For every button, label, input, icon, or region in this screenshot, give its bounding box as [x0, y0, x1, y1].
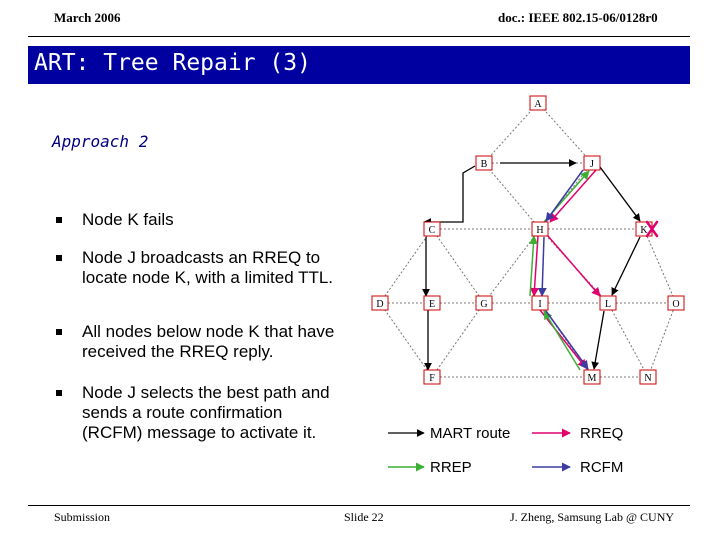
svg-text:I: I — [538, 299, 542, 310]
mart-arrow — [600, 167, 640, 221]
mart-arrow — [594, 311, 604, 369]
footer-submission: Submission — [54, 510, 111, 524]
rreq-arrow — [548, 236, 600, 296]
footer-author: J. Zheng, Samsung Lab @ CUNY — [510, 510, 675, 524]
svg-text:M: M — [587, 373, 597, 384]
neighbor-links — [380, 103, 676, 377]
node-o — [668, 296, 684, 310]
rreq-arrow — [534, 236, 538, 296]
rreq-arrows — [534, 170, 600, 368]
legend-mart-label: MART route — [430, 425, 511, 442]
svg-text:G: G — [480, 299, 488, 310]
mart-arrow — [424, 166, 475, 222]
legend-rreq-label: RREQ — [580, 425, 624, 442]
svg-text:K: K — [640, 225, 648, 236]
node-a — [530, 96, 546, 110]
approach-label: Approach 2 — [52, 132, 149, 151]
node-i — [532, 296, 548, 310]
svg-text:F: F — [429, 373, 435, 384]
rcfm-arrow — [546, 170, 583, 221]
network-nodes — [372, 96, 684, 384]
svg-text:C: C — [428, 225, 436, 236]
legend — [388, 425, 623, 476]
node-b — [476, 156, 492, 170]
legend-rrep-label: RREP — [430, 459, 472, 476]
node-e — [424, 296, 440, 310]
node-l — [600, 296, 616, 310]
svg-text:B: B — [480, 159, 488, 170]
node-g — [476, 296, 492, 310]
footer-rule — [28, 505, 690, 506]
svg-text:N: N — [644, 373, 652, 384]
svg-text:D: D — [376, 299, 384, 310]
rcfm-arrow — [542, 237, 544, 296]
rreq-arrow — [540, 310, 586, 368]
svg-text:A: A — [534, 99, 542, 110]
header-doc-id: doc.: IEEE 802.15-06/0128r0 — [498, 10, 658, 25]
node-c — [424, 222, 440, 236]
bullet-text: Node J selects the best path and sends a route confirmation (RCFM) message to activate it. — [82, 383, 330, 442]
rrep-arrows — [530, 171, 589, 370]
rcfm-arrow — [546, 311, 588, 369]
node-d — [372, 296, 388, 310]
mart-arrow — [612, 237, 640, 295]
rcfm-arrows — [542, 170, 588, 369]
node-f — [424, 370, 440, 384]
svg-text:O: O — [672, 299, 680, 310]
svg-text:J: J — [590, 159, 594, 170]
rrep-arrow — [544, 311, 580, 370]
header-date: March 2006 — [54, 10, 121, 25]
slide-title: ART: Tree Repair (3) — [34, 50, 311, 76]
rrep-arrow — [530, 236, 534, 296]
svg-text:L: L — [604, 299, 612, 310]
node-m — [584, 370, 600, 384]
svg-text:H: H — [536, 225, 544, 236]
bullet-text: Node K fails — [82, 210, 174, 229]
bullet-text: All nodes below node K that have received the RREQ reply. — [82, 322, 335, 361]
node-h — [532, 222, 548, 236]
rreq-arrow — [550, 170, 596, 222]
node-n — [640, 370, 656, 384]
footer-slide-number: Slide 22 — [344, 510, 384, 524]
node-j — [584, 156, 600, 170]
bullet-text: Node J broadcasts an RREQ to locate node K, with a limited TTL. — [82, 248, 334, 287]
legend-rcfm-label: RCFM — [580, 459, 624, 476]
svg-text:E: E — [428, 299, 436, 310]
